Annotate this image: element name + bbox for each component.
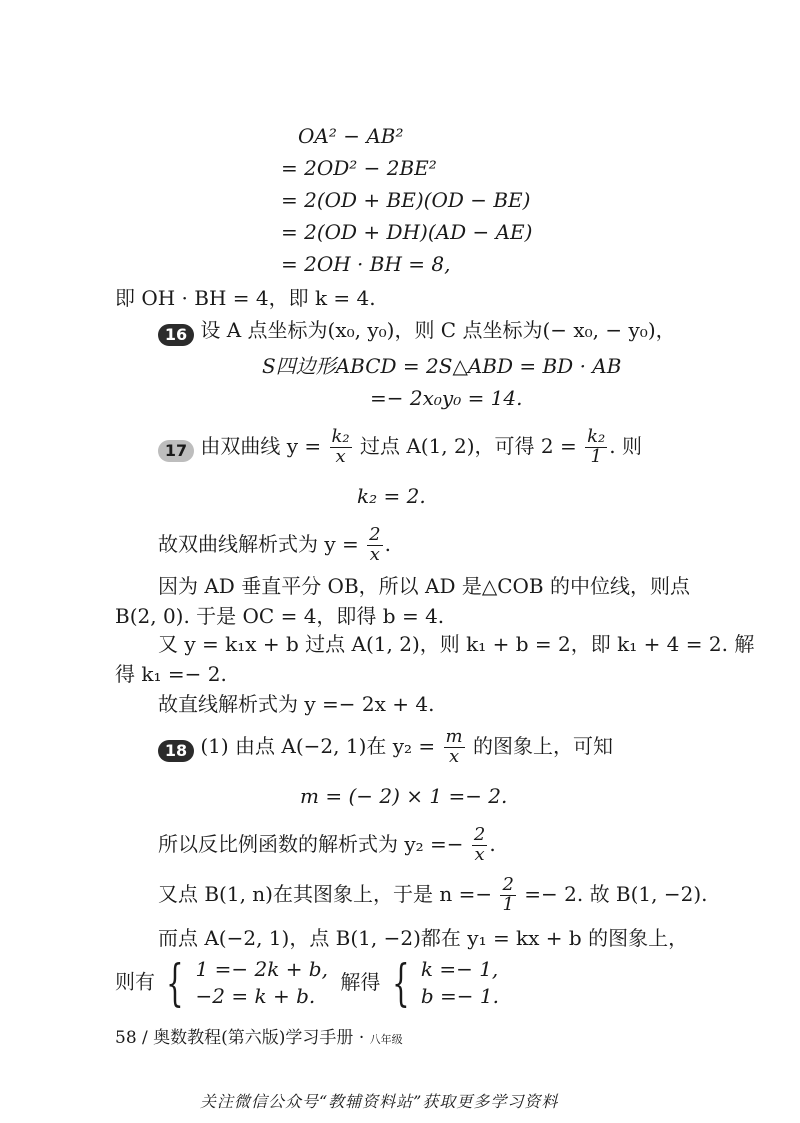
derivation-line-3: = 2(OD + BE)(OD − BE) (281, 188, 531, 212)
left-brace: { (166, 954, 185, 1012)
fraction-k2-over-1: $\frac{\text{k₂}}{1}$ (587, 426, 606, 467)
problem-16-equation-1: S四边形ABCD = 2S△ABD = BD · AB (262, 354, 622, 378)
problem-17-text-c: . 则 (609, 433, 642, 458)
problem-17-badge: 17 (158, 440, 194, 462)
problem-17-line (158, 428, 642, 467)
fraction-2-over-1: $\frac{2}{1}$ (502, 874, 514, 915)
book-title: 奥数教程(第六版)学习手册 · (153, 1028, 365, 1048)
problem-17-equation: k₂ = 2. (357, 484, 426, 508)
fraction-k2-over-x: $\frac{\text{k₂}}{x}$ (331, 426, 350, 467)
derivation-line-4: = 2(OD + DH)(AD − AE) (281, 220, 533, 244)
problem-18-line (158, 728, 613, 767)
derivation-line-5: = 2OH · BH = 8, (281, 252, 451, 276)
inverse-function-line: 所以反比例函数的解析式为 y₂ =− $\frac{2}{x}$ . (158, 824, 496, 865)
problem-18-badge: 18 (158, 740, 194, 762)
line-eq-text-1: 又 y = k₁x + b 过点 A(1, 2)，则 k₁ + b = 2，即 k₁ + 4 = 2. 解 (158, 632, 755, 656)
fraction-2-over-x-inverse: $\frac{2}{x}$ (473, 824, 486, 865)
fraction-m-over-x: $\frac{m}{x}$ (445, 726, 463, 767)
left-brace-solution: { (391, 954, 410, 1012)
page-footer (115, 1030, 403, 1047)
problem-16-line (158, 320, 676, 346)
solution-system: k =− 1, b =− 1. (420, 957, 499, 1008)
grade-label: 八年级 (369, 1033, 403, 1046)
problem-17-text-a: 由双曲线 y = (200, 433, 322, 458)
equation-system: 1 =− 2k + b, −2 = k + b. (195, 957, 328, 1008)
page-number: 58 / (115, 1028, 148, 1048)
bottom-note: 关注微信公众号“教辅资料站”获取更多学习资料 (200, 1092, 559, 1111)
problem-16-badge: 16 (158, 324, 194, 346)
line-eq-result: 故直线解析式为 y =− 2x + 4. (158, 692, 435, 716)
derivation-line-2: = 2OD² − 2BE² (281, 156, 437, 180)
both-points-line: 而点 A(−2, 1)，点 B(1, −2)都在 y₁ = kx + b 的图象上， (158, 926, 689, 950)
system-line: 则有 { 1 =− 2k + b, −2 = k + b. 解得 { k =− 1, b =− 1. (115, 954, 499, 1012)
conclusion-text: 即 OH · BH = 4，即 k = 4. (115, 286, 376, 310)
midline-text-1: 因为 AD 垂直平分 OB，所以 AD 是△COB 的中位线，则点 (158, 574, 690, 598)
problem-17-text-b: 过点 A(1, 2)，可得 2 = (359, 433, 577, 458)
line-eq-text-2: 得 k₁ =− 2. (115, 662, 227, 686)
derivation-line-1: OA² − AB² (298, 124, 404, 148)
hyperbola-result-line: 故双曲线解析式为 y = $\frac{2}{x}$ . (158, 524, 391, 565)
problem-16-text: 设 A 点坐标为(x₀, y₀)，则 C 点坐标为(− x₀, − y₀)， (200, 318, 676, 342)
problem-18-text-b: 的图象上，可知 (472, 733, 613, 758)
problem-18-equation: m = (− 2) × 1 =− 2. (300, 784, 508, 808)
problem-16-equation-2: =− 2x₀y₀ = 14. (370, 386, 523, 410)
point-b-line: 又点 B(1, n)在其图象上，于是 n =− $\frac{2}{1}$ =− 2. 故 B(1, −2). (158, 874, 708, 915)
fraction-2-over-x: $\frac{2}{x}$ (369, 524, 381, 565)
problem-18-text-a: (1) 由点 A(−2, 1)在 y₂ = (200, 733, 436, 758)
midline-text-2: B(2, 0). 于是 OC = 4，即得 b = 4. (115, 604, 445, 628)
